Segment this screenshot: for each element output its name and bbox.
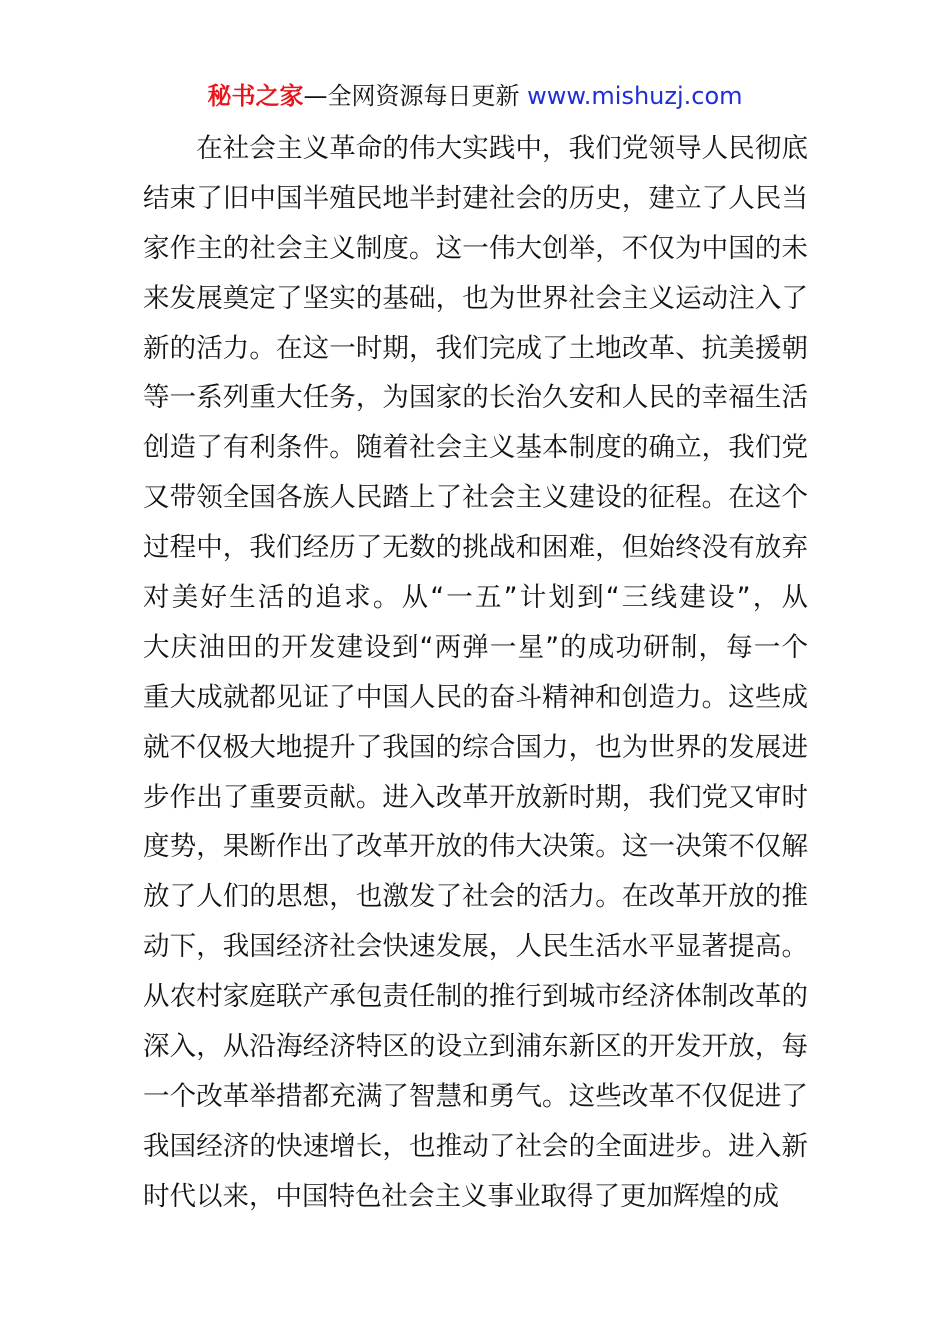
text-line: 在社会主义革命的伟大实践中，我们党领导人民彻底 xyxy=(143,133,808,164)
article-body xyxy=(143,124,808,1222)
text-line: 又带领全国各族人民踏上了社会主义建设的征程。在这个 xyxy=(143,482,808,514)
page-header xyxy=(0,80,950,112)
text-line: 就不仅极大地提升了我国的综合国力，也为世界的发展进 xyxy=(143,731,808,763)
text-line: 过程中，我们经历了无数的挑战和困难，但始终没有放弃 xyxy=(143,532,808,564)
text-line: 度势，果断作出了改革开放的伟大决策。这一决策不仅解 xyxy=(143,831,808,863)
text-line: 新的活力。在这一时期，我们完成了土地改革、抗美援朝 xyxy=(143,332,808,364)
brand-name: 秘书之家 xyxy=(207,82,304,110)
text-line: 时代以来，中国特色社会主义事业取得了更加辉煌的成 xyxy=(143,1180,779,1212)
text-line: 对美好生活的追求。从“一五”计划到“三线建设”，从 xyxy=(143,582,808,614)
text-line: 我国经济的快速增长，也推动了社会的全面进步。进入新 xyxy=(143,1130,808,1162)
text-line: 一个改革举措都充满了智慧和勇气。这些改革不仅促进了 xyxy=(143,1080,808,1112)
text-line: 大庆油田的开发建设到“两弹一星”的成功研制，每一个 xyxy=(143,631,808,663)
text-line: 步作出了重要贡献。进入改革开放新时期，我们党又审时 xyxy=(143,781,808,813)
header-tagline: —全网资源每日更新 xyxy=(303,82,528,110)
text-line: 来发展奠定了坚实的基础，也为世界社会主义运动注入了 xyxy=(143,282,808,314)
text-line: 重大成就都见证了中国人民的奋斗精神和创造力。这些成 xyxy=(143,681,808,713)
text-line: 等一系列重大任务，为国家的长治久安和人民的幸福生活 xyxy=(143,382,808,414)
text-line: 动下，我国经济社会快速发展，人民生活水平显著提高。 xyxy=(143,931,808,963)
text-line: 放了人们的思想，也激发了社会的活力。在改革开放的推 xyxy=(143,881,808,913)
website-url[interactable]: www.mishuzj.com xyxy=(527,82,743,110)
text-line: 家作主的社会主义制度。这一伟大创举，不仅为中国的未 xyxy=(143,232,808,264)
text-line: 结束了旧中国半殖民地半封建社会的历史，建立了人民当 xyxy=(143,182,808,214)
text-line: 创造了有利条件。随着社会主义基本制度的确立，我们党 xyxy=(143,432,808,464)
text-line: 从农村家庭联产承包责任制的推行到城市经济体制改革的 xyxy=(143,981,808,1013)
text-line: 深入，从沿海经济特区的设立到浦东新区的开发开放，每 xyxy=(143,1031,808,1063)
